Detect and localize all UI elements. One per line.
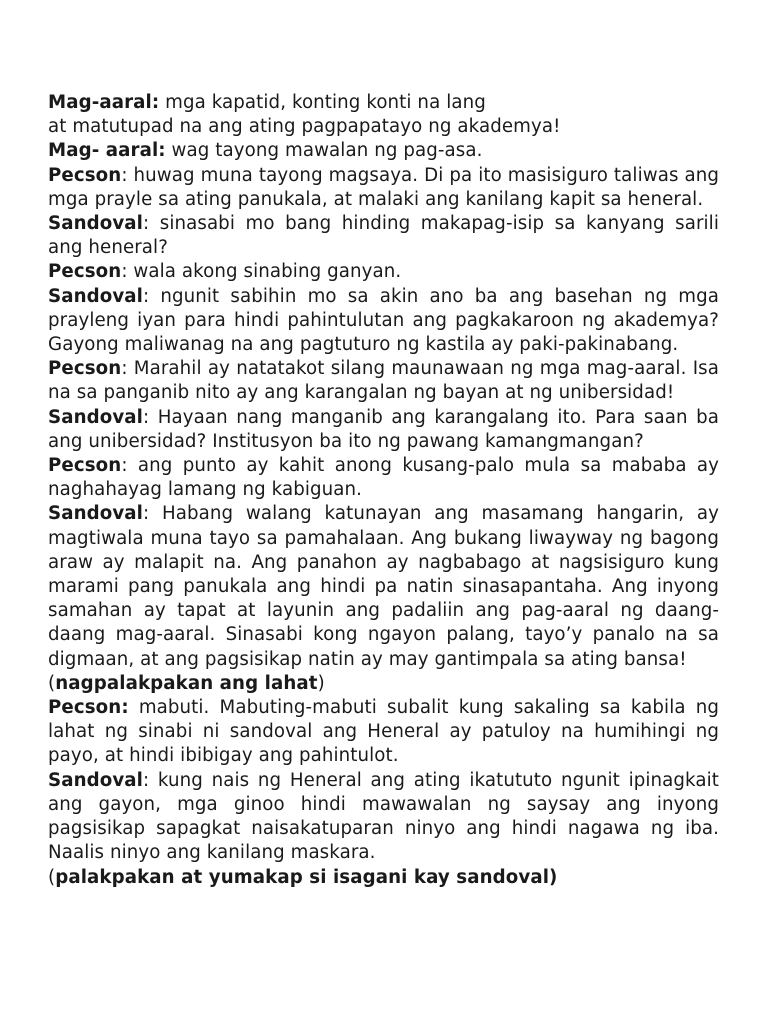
speaker-name: Pecson (48, 164, 122, 186)
speaker-name: Pecson (48, 358, 122, 380)
dialogue-line (48, 260, 719, 284)
dialogue-line (48, 769, 719, 866)
speaker-name: Sandoval (48, 769, 143, 791)
dialogue-text: : Marahil ay natatakot silang maunawaan ng mga mag-aaral. Isa na sa panganib nito ay ang karangalan ng bayan at ng unibersidad! (48, 358, 719, 404)
dialogue-line-continued (48, 115, 719, 139)
dialogue-text: : ang punto ay kahit anong kusang-palo mula sa mababa ay naghahayag lamang ng kabiguan. (48, 455, 719, 501)
dialogue-text: mga kapatid, konting konti na lang (159, 92, 486, 113)
stage-direction-open: ( (48, 672, 56, 694)
dialogue-text: : ngunit sabihin mo sa akin ano ba ang basehan ng mga prayleng iyan para hindi pahintulutan ang pagkakaroon ng akademya? Gayong maliwanag na ang pagtuturo ng kastila ay paki-pakinabang. (48, 285, 719, 356)
stage-direction-text: nagpalakpakan ang lahat (55, 672, 318, 694)
speaker-name: Pecson (48, 261, 122, 283)
speaker-name: Sandoval (48, 213, 143, 235)
dialogue-text: : sinasabi mo bang hinding makapag-isip sa kanyang sarili ang heneral? (48, 213, 719, 259)
stage-direction-open: ( (48, 866, 56, 888)
dialogue-line (48, 696, 719, 769)
speaker-name: Pecson (48, 455, 122, 477)
dialogue-line (48, 454, 719, 502)
dialogue-text: : wala akong sinabing ganyan. (121, 261, 402, 283)
stage-direction-text: palakpakan at yumakap si isagani kay sandoval) (55, 866, 558, 888)
dialogue-text: wag tayong mawalan ng pag-asa. (165, 140, 483, 162)
dialogue-line (48, 502, 719, 671)
script-page (48, 91, 719, 890)
speaker-name: Pecson: (48, 697, 129, 719)
dialogue-line (48, 91, 719, 115)
speaker-name: Sandoval (48, 406, 143, 428)
dialogue-line (48, 212, 719, 260)
dialogue-line (48, 357, 719, 405)
speaker-name: Sandoval (48, 285, 143, 307)
stage-direction (48, 866, 719, 890)
dialogue-text: : kung nais ng Heneral ang ating ikatututo ngunit ipinagkait ang gayon, mga ginoo hindi mawawalan ng saysay ang inyong pagsisikap sapagkat naisakatuparan ninyo ang hindi nagawa ng iba. Naalis ninyo ang kanilang maskara. (48, 769, 719, 864)
dialogue-text: : Habang walang katunayan ang masamang hangarin, ay magtiwala muna tayo sa pamahalaan. Ang bukang liwayway ng bagong araw ay malapit na. Ang panahon ay nagbabago at nagsisiguro kung marami pang panukala ang hindi pa natin sinasapantaha. Ang inyong samahan ay tapat at layunin ang padaliin ang pag-aaral ng daang-daang mag-aaral. Sinasabi kong ngayon palang, tayo’y panalo na sa digmaan, at ang pagsisikap natin ay may gantimpala sa ating bansa! (48, 503, 719, 670)
dialogue-line (48, 164, 719, 212)
dialogue-text: at matutupad na ang ating pagpapatayo ng akademya! (48, 116, 561, 138)
dialogue-text: : huwag muna tayong magsaya. Di pa ito masisiguro taliwas ang mga prayle sa ating panukala, at malaki ang kanilang kapit sa heneral. (48, 164, 719, 210)
speaker-name: Sandoval (48, 503, 143, 525)
stage-direction-close: ) (317, 672, 325, 694)
speaker-name: Mag- aaral: (48, 140, 166, 162)
dialogue-line (48, 139, 719, 163)
dialogue-text: mabuti. Mabuting-mabuti subalit kung sakaling sa kabila ng lahat ng sinabi ni sandoval ang Heneral ay patuloy na humihingi ng payo, at hindi ibibigay ang pahintulot. (48, 697, 719, 767)
dialogue-text: : Hayaan nang manganib ang karangalang ito. Para saan ba ang unibersidad? Institusyon ba ito ng pawang kamangmangan? (48, 406, 719, 452)
dialogue-line (48, 285, 719, 358)
stage-direction (48, 672, 719, 696)
speaker-name: Mag-aaral: (48, 92, 160, 113)
dialogue-line (48, 406, 719, 454)
